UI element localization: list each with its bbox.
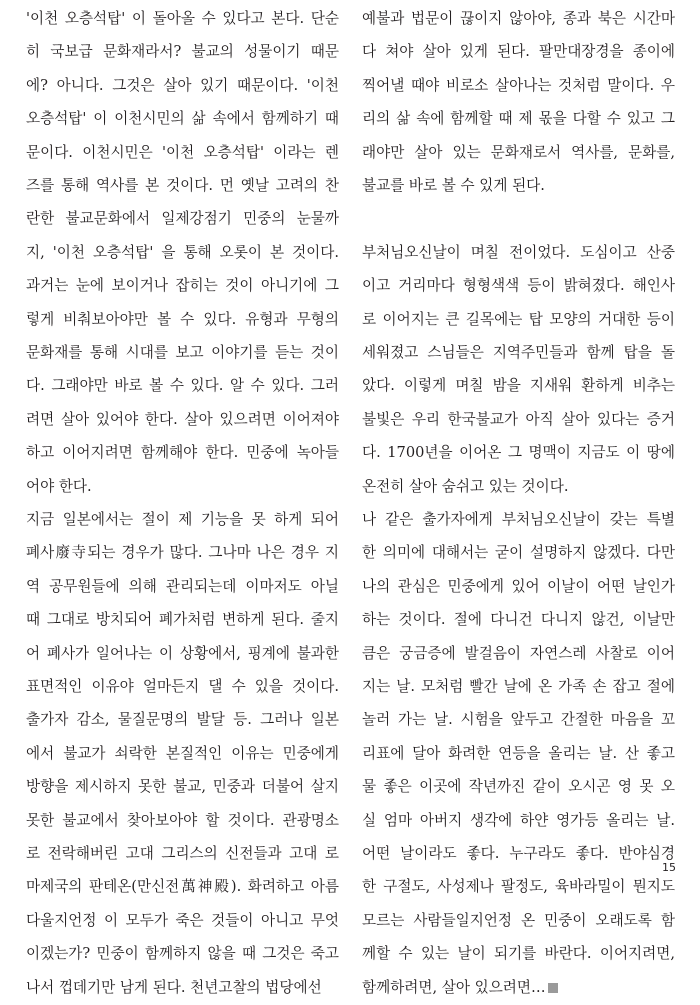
text-line-content: 모르는 사람들일지언정 온 민중이 오래도록 함 (362, 911, 675, 929)
text-line-content: 물 좋은 이곳에 작년까진 같이 오시곤 영 못 오 (362, 778, 675, 796)
text-line-content: 표면적인 이유야 얼마든지 댈 수 있을 것이다. (26, 678, 339, 695)
text-line (362, 336, 675, 370)
text-line-content: 오층석탑' 이 이천시민의 삶 속에서 함께하기 때 (26, 110, 339, 128)
text-line (26, 436, 339, 470)
text-line (26, 937, 339, 971)
text-line-content: 큼은 궁금증에 발걸음이 자연스레 사찰로 이어 (362, 644, 675, 662)
text-line-content: 나 같은 출가자에게 부처님오신날이 갖는 특별 (362, 511, 675, 528)
text-line (26, 102, 339, 136)
text-line (26, 737, 339, 771)
text-line-content: 문화재를 통해 시대를 보고 이야기를 듣는 것이 (26, 344, 339, 361)
text-line-content: 온전히 살아 숨쉬고 있는 것이다. (362, 477, 569, 495)
text-line-content: 놀러 가는 날. 시험을 앞두고 간절한 마음을 꼬 (362, 711, 675, 729)
text-line-content: 리의 삶 속에 함께할 때 제 몫을 다할 수 있고 그 (362, 110, 675, 128)
text-line-content: 부처님오신날이 며칠 전이었다. 도심이고 산중 (362, 243, 675, 261)
text-line (26, 403, 339, 437)
text-line (362, 804, 675, 838)
text-line-content: 려면 살아 있어야 한다. 살아 있으려면 이어져야 (26, 410, 339, 428)
text-line (26, 336, 339, 370)
text-line-content: 이겠는가? 민중이 함께하지 않을 때 그것은 죽고 (26, 945, 339, 963)
text-line (26, 870, 339, 904)
text-line-content: 래야만 살아 있는 문화재로서 역사를, 문화를, (362, 143, 675, 161)
text-line-content: 한 의미에 대해서는 굳이 설명하지 않겠다. 다만 (362, 544, 675, 562)
text-line-content: 마제국의 판테온(만신전萬神殿). 화려하고 아름 (26, 878, 339, 896)
text-line (362, 670, 675, 704)
text-line (26, 369, 339, 403)
text-line (26, 971, 339, 1005)
text-line-content: 어야 한다. (26, 477, 92, 495)
text-line-content: 방향을 제시하지 못한 불교, 민중과 더불어 살지 (26, 778, 339, 796)
text-line (362, 436, 675, 470)
text-line (26, 904, 339, 938)
text-line-content: 에? 아니다. 그것은 살아 있기 때문이다. '이천 (26, 76, 339, 94)
text-line-content: 란한 불교문화에서 일제강점기 민중의 눈물까 (26, 210, 339, 228)
text-line-content: 출가자 감소, 물질문명의 발달 등. 그러나 일본 (26, 711, 339, 729)
text-line-content: 히 국보급 문화재라서? 불교의 성물이기 때문 (26, 43, 339, 61)
text-line (362, 169, 675, 203)
text-line-content: 다울지언정 이 모두가 죽은 것들이 아니고 무엇 (26, 911, 339, 929)
text-line (362, 69, 675, 103)
text-line-content: 하는 것이다. 절에 다니건 다니지 않건, 이날만 (362, 611, 675, 629)
text-line (26, 570, 339, 604)
text-line (362, 737, 675, 771)
text-line (26, 603, 339, 637)
text-line (26, 837, 339, 871)
text-line-content: 때 그대로 방치되어 폐가처럼 변하게 된다. 줄지 (26, 611, 339, 629)
text-line-content: 역 공무원들에 의해 관리되는데 이마저도 아닐 (26, 577, 339, 595)
text-line-content: 즈를 통해 역사를 본 것이다. 먼 옛날 고려의 찬 (26, 177, 339, 194)
text-line (362, 102, 675, 136)
text-line (362, 470, 675, 504)
text-line (26, 503, 339, 537)
text-line-content: 못한 불교에서 찾아보아야 할 것이다. 관광명소 (26, 811, 339, 829)
text-line (362, 35, 675, 69)
text-line (362, 403, 675, 437)
text-line (362, 503, 675, 537)
text-line (26, 470, 339, 504)
text-line-content: 로 전락해버린 고대 그리스의 신전들과 고대 로 (26, 845, 339, 862)
text-line (26, 202, 339, 236)
text-line (26, 303, 339, 337)
text-line-content: '이천 오층석탑' 이 돌아올 수 있다고 본다. 단순 (26, 10, 339, 27)
text-line-content: 폐사廢寺되는 경우가 많다. 그나마 나은 경우 지 (26, 544, 339, 562)
text-line (362, 637, 675, 671)
text-line-content: 실 엄마 아버지 생각에 하얀 영가등 올리는 날. (362, 811, 675, 829)
text-line (26, 670, 339, 704)
text-line (26, 136, 339, 170)
text-line (26, 770, 339, 804)
text-line (362, 937, 675, 971)
text-line (26, 169, 339, 203)
text-line-content: 함께하려면, 살아 있으려면… (362, 978, 546, 996)
text-line (362, 303, 675, 337)
text-line-content: 어 폐사가 일어나는 이 상황에서, 핑계에 불과한 (26, 644, 339, 662)
text-line (362, 770, 675, 804)
text-line-content: 지금 일본에서는 절이 제 기능을 못 하게 되어 (26, 511, 339, 528)
text-line (26, 804, 339, 838)
text-line-content: 다 쳐야 살아 있게 된다. 팔만대장경을 종이에 (362, 43, 675, 61)
text-line-content: 이고 거리마다 형형색색 등이 밝혀졌다. 해인사 (362, 277, 675, 295)
text-line (26, 269, 339, 303)
text-line-content: 께할 수 있는 날이 되기를 바란다. 이어지려면, (362, 945, 675, 963)
text-line (362, 703, 675, 737)
text-line-content: 다. 그래야만 바로 볼 수 있다. 알 수 있다. 그러 (26, 377, 339, 395)
text-line (362, 971, 675, 1005)
text-line-content: 문이다. 이천시민은 '이천 오층석탑' 이라는 렌 (26, 143, 339, 161)
text-line (362, 870, 675, 904)
text-line-content: 로 이어지는 큰 길목에는 탑 모양의 거대한 등이 (362, 310, 675, 328)
text-line (26, 703, 339, 737)
text-line (362, 570, 675, 604)
end-mark-icon (548, 983, 558, 993)
text-line-content: 았다. 이렇게 며칠 밤을 지새워 환하게 비추는 (362, 377, 675, 395)
text-line-content: 지는 날. 모처럼 빨간 날에 온 가족 손 잡고 절에 (362, 678, 675, 695)
text-line (26, 69, 339, 103)
text-line-content: 렇게 비춰보아야만 볼 수 있다. 유형과 무형의 (26, 310, 339, 328)
text-line (26, 2, 339, 36)
text-line (26, 536, 339, 570)
page-number: 15 (662, 861, 676, 874)
text-line (362, 2, 675, 36)
text-line-content: 하고 이어지려면 함께해야 한다. 민중에 녹아들 (26, 444, 339, 462)
text-line (362, 236, 675, 270)
text-line (362, 369, 675, 403)
text-line (26, 637, 339, 671)
text-line (26, 35, 339, 69)
text-line-content: 불교를 바로 볼 수 있게 된다. (362, 177, 545, 194)
text-line-content: 다. 1700년을 이어온 그 명맥이 지금도 이 땅에 (362, 444, 675, 462)
text-line-content: 예불과 법문이 끊이지 않아야, 종과 북은 시간마 (362, 10, 675, 27)
text-line-content: 찍어낼 때야 비로소 살아나는 것처럼 말이다. 우 (362, 76, 675, 94)
text-line-content: 에서 불교가 쇠락한 본질적인 이유는 민중에게 (26, 744, 339, 762)
text-line-content: 나의 관심은 민중에게 있어 이날이 어떤 날인가 (362, 577, 675, 595)
text-line (362, 603, 675, 637)
text-line (362, 536, 675, 570)
text-line-content: 지, '이천 오층석탑' 을 통해 오롯이 본 것이다. (26, 243, 339, 261)
text-line (362, 837, 675, 871)
text-line-content: 나서 껍데기만 남게 된다. 천년고찰의 법당에선 (26, 978, 322, 996)
text-line (362, 904, 675, 938)
text-line-content: 불빛은 우리 한국불교가 아직 살아 있다는 증거 (362, 410, 675, 428)
text-line (362, 136, 675, 170)
text-line-content: 세워졌고 스님들은 지역주민들과 함께 탑을 돌 (362, 344, 675, 361)
text-line (26, 236, 339, 270)
text-line-content: 어떤 날이라도 좋다. 누구라도 좋다. 반야심경 (362, 845, 675, 862)
text-line-content: 리표에 달아 화려한 연등을 올리는 날. 산 좋고 (362, 744, 675, 762)
text-line-content: 과거는 눈에 보이거나 잡히는 것이 아니기에 그 (26, 277, 339, 295)
text-line (362, 202, 675, 236)
text-line (362, 269, 675, 303)
text-line-content: 한 구절도, 사성제나 팔정도, 육바라밀이 뭔지도 (362, 878, 675, 896)
